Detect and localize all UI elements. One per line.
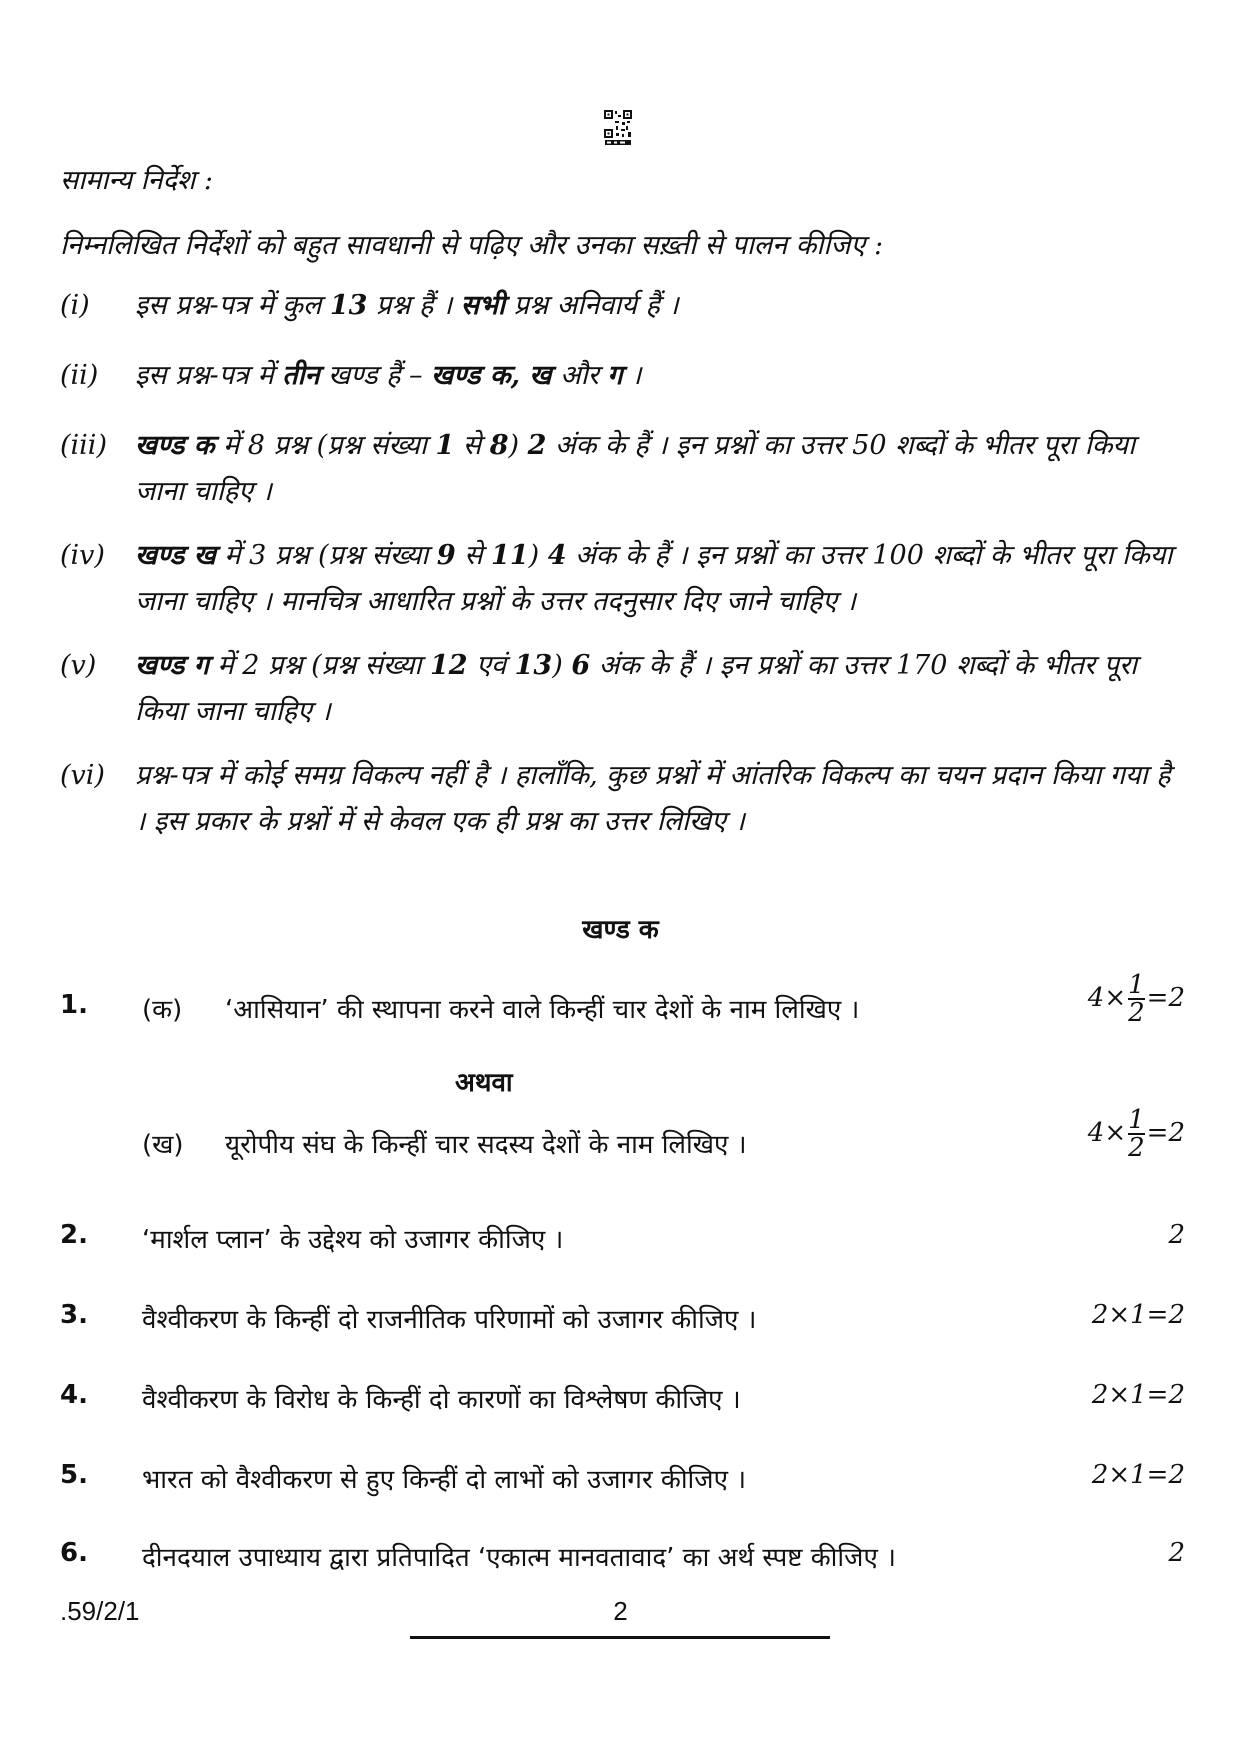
fraction-numerator: 1 xyxy=(1128,970,1145,1000)
fraction xyxy=(1128,1107,1145,1161)
instruction-emphasis: खण्ड ग xyxy=(135,650,209,681)
fraction xyxy=(1128,972,1145,1026)
option-label: (क) xyxy=(142,995,183,1025)
instruction-number: (iii) xyxy=(60,430,107,461)
instruction-text-run: प्रश्न हैं । xyxy=(367,290,461,321)
instruction-item xyxy=(60,423,1185,515)
question-text: वैश्वीकरण के किन्हीं दो राजनीतिक परिणामों को उजागर कीजिए । xyxy=(142,1305,757,1335)
question-text: वैश्वीकरण के विरोध के किन्हीं दो कारणों का विश्लेषण कीजिए । xyxy=(142,1385,741,1415)
instruction-emphasis: सभी xyxy=(460,290,506,321)
instruction-text-run: अंक के हैं । इन प्रश्नों का उत्तर 170 शब्दों के भीतर पूरा किया जाना चाहिए । xyxy=(135,650,1138,727)
marks: 2×1=2 xyxy=(1091,1300,1185,1330)
instruction-text-run: ) xyxy=(508,430,528,461)
instruction-text xyxy=(135,353,1185,399)
instruction-emphasis: खण्ड ख xyxy=(135,540,216,571)
question-text: यूरोपीय संघ के किन्हीं चार सदस्य देशों के नाम लिखिए । xyxy=(225,1130,747,1160)
instruction-text-run: एवं xyxy=(467,650,515,681)
instruction-text-run: प्रश्न-पत्र में कोई समग्र विकल्प नहीं है । हालाँकि, कुछ प्रश्नों में आंतरिक विकल्प का चयन प्रदान किया गया है । इस प्रकार के प्रश्नों में से केवल एक ही प्रश्न का उत्तर लिखिए । xyxy=(135,760,1171,837)
instruction-text-run: ) xyxy=(552,650,572,681)
or-label: अथवा xyxy=(455,1068,513,1098)
fraction-denominator: 2 xyxy=(1128,1133,1145,1163)
instruction-item xyxy=(60,283,1185,329)
instruction-emphasis: 12 xyxy=(429,650,468,681)
question-1b xyxy=(60,1105,1185,1185)
instruction-emphasis: 6 xyxy=(571,650,591,681)
footer-rule xyxy=(410,1636,830,1639)
instruction-number: (v) xyxy=(60,650,97,681)
instruction-text-run: में 2 प्रश्न (प्रश्न संख्या xyxy=(208,650,430,681)
option-label: (ख) xyxy=(142,1130,184,1160)
instruction-emphasis: 13 xyxy=(329,290,368,321)
marks: 2×1=2 xyxy=(1091,1380,1185,1410)
marks: 2×1=2 xyxy=(1091,1460,1185,1490)
question-number: 1. xyxy=(60,990,88,1020)
question-number: 3. xyxy=(60,1300,88,1330)
instruction-text-run: और xyxy=(551,360,608,391)
question-1a xyxy=(60,970,1185,1050)
fraction-numerator: 1 xyxy=(1128,1105,1145,1135)
instruction-number: (iv) xyxy=(60,540,105,571)
instructions-intro: निम्नलिखित निर्देशों को बहुत सावधानी से पढ़िए और उनका सख़्ती से पालन कीजिए : xyxy=(60,230,884,261)
instruction-emphasis: 2 xyxy=(527,430,547,461)
question-text: भारत को वैश्वीकरण से हुए किन्हीं दो लाभों को उजागर कीजिए । xyxy=(142,1465,747,1495)
marks: 2 xyxy=(1168,1538,1185,1568)
marks-suffix: =2 xyxy=(1146,1118,1185,1148)
marks: 2 xyxy=(1168,1220,1185,1250)
marks xyxy=(1088,972,1185,1026)
instruction-text-run: प्रश्न अनिवार्य हैं । xyxy=(505,290,679,321)
qr-code-icon xyxy=(604,110,632,146)
fraction-denominator: 2 xyxy=(1128,998,1145,1028)
instruction-text xyxy=(135,643,1185,735)
general-instructions-heading: सामान्य निर्देश : xyxy=(60,165,213,196)
instruction-text-run: इस प्रश्न-पत्र में xyxy=(135,360,283,391)
instruction-emphasis: 11 xyxy=(491,540,529,571)
instruction-emphasis: 13 xyxy=(514,650,553,681)
instruction-number: (vi) xyxy=(60,760,105,791)
instruction-number: (ii) xyxy=(60,360,99,391)
instruction-text-run: से xyxy=(455,540,492,571)
instruction-emphasis: खण्ड क, ख xyxy=(431,360,552,391)
instruction-emphasis: 4 xyxy=(547,540,567,571)
instruction-text-run: । xyxy=(622,360,642,391)
instruction-text-run: से xyxy=(454,430,490,461)
instruction-emphasis: खण्ड क xyxy=(135,430,215,461)
instruction-text xyxy=(135,423,1185,515)
instruction-item xyxy=(60,643,1185,735)
question-number: 6. xyxy=(60,1538,88,1568)
instruction-text-run: अंक के हैं । इन प्रश्नों का उत्तर 100 शब्दों के भीतर पूरा किया जाना चाहिए । मानचित्र आधारित प्रश्नों के उत्तर तदनुसार दिए जाने चाहिए । xyxy=(135,540,1173,617)
instruction-text xyxy=(135,283,1185,329)
instruction-item xyxy=(60,353,1185,399)
question-number: 4. xyxy=(60,1380,88,1410)
instruction-emphasis: तीन xyxy=(282,360,320,391)
question-text: दीनदयाल उपाध्याय द्वारा प्रतिपादित ‘एकात्म मानवतावाद’ का अर्थ स्पष्ट कीजिए । xyxy=(142,1543,896,1573)
instruction-number: (i) xyxy=(60,290,90,321)
instruction-text-run: में 8 प्रश्न (प्रश्न संख्या xyxy=(214,430,436,461)
question-text: ‘आसियान’ की स्थापना करने वाले किन्हीं चार देशों के नाम लिखिए । xyxy=(225,995,860,1025)
instruction-item xyxy=(60,533,1185,625)
marks xyxy=(1088,1107,1185,1161)
instruction-emphasis: 1 xyxy=(435,430,455,461)
paper-code: .59/2/1 xyxy=(60,1596,140,1626)
marks-prefix: 4× xyxy=(1087,1118,1127,1148)
instruction-emphasis: 8 xyxy=(489,430,509,461)
question-number: 5. xyxy=(60,1460,88,1490)
instruction-text xyxy=(135,753,1185,845)
instruction-text-run: अंक के हैं । इन प्रश्नों का उत्तर 50 शब्दों के भीतर पूरा किया जाना चाहिए । xyxy=(135,430,1136,507)
instruction-text-run: ) xyxy=(528,540,548,571)
instruction-text xyxy=(135,533,1185,625)
question-text: ‘मार्शल प्लान’ के उद्देश्य को उजागर कीजिए । xyxy=(142,1225,564,1255)
instruction-text-run: में 3 प्रश्न (प्रश्न संख्या xyxy=(215,540,437,571)
instruction-emphasis: 9 xyxy=(436,540,456,571)
instruction-emphasis: ग xyxy=(607,360,623,391)
question-number: 2. xyxy=(60,1220,88,1250)
marks-prefix: 4× xyxy=(1087,983,1127,1013)
instruction-item xyxy=(60,753,1185,845)
marks-suffix: =2 xyxy=(1146,983,1185,1013)
page-number: 2 xyxy=(613,1596,628,1626)
instruction-text-run: इस प्रश्न-पत्र में कुल xyxy=(135,290,330,321)
section-title: खण्ड क xyxy=(582,915,659,945)
instruction-text-run: खण्ड हैं – xyxy=(319,360,432,391)
